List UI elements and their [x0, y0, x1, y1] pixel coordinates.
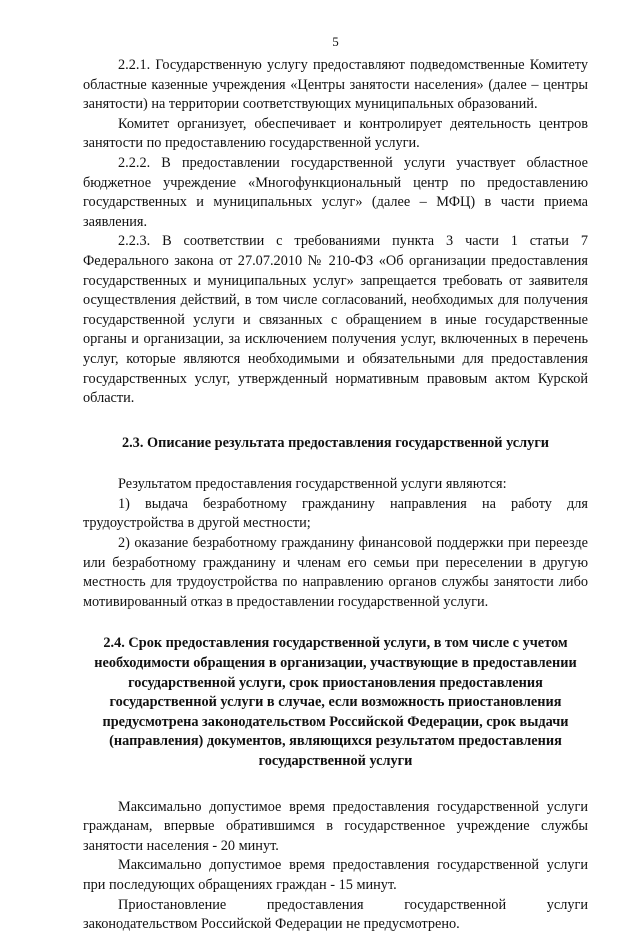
paragraph-committee: Комитет организует, обеспечивает и контролирует деятельность центров занятости по предоставлению государственной услуги.	[83, 115, 588, 152]
paragraph-result-intro: Результатом предоставления государственной услуги являются:	[118, 476, 507, 493]
paragraph-result-1: 1) выдача безработному гражданину направления на работу для трудоустройства в другой местности;	[83, 495, 588, 532]
paragraph-2-2-1: 2.2.1. Государственную услугу предоставляют подведомственные Комитету областные казенные учреждения «Центры занятости населения» (далее – центры занятости) на территории соответствующих муниципальных образований.	[83, 57, 588, 113]
section-heading-2-3: 2.3. Описание результата предоставления государственной услуги	[121, 434, 550, 451]
paragraph-suspension: Приостановление предоставления государственной услуги законодательством Российской Федерации не предусмотрено.	[83, 896, 588, 933]
paragraph-2-2-3: 2.2.3. В соответствии с требованиями пункта 3 части 1 статьи 7 Федерального закона от 27.07.2010 № 210-ФЗ «Об организации предоставления государственных и муниципальных услуг» запрещается требовать от заявителя осуществления действий, в том числе согласований, необходимых для получения государственной услуги и связанных с обращением в иные государственные органы и организации, за исключением получения услуг, включенных в перечень услуг, которые являются необходимыми и обязательными для предоставления государственных услуг, утвержденный нормативным правовым актом Курской области.	[83, 233, 588, 407]
paragraph-time-repeat: Максимально допустимое время предоставления государственной услуги при последующих обращениях граждан - 15 минут.	[83, 857, 588, 893]
paragraph-2-2-2: 2.2.2. В предоставлении государственной услуги участвует областное бюджетное учреждение «Многофункциональный центр по предоставлению государственных и муниципальных услуг» (далее – МФЦ) в части приема заявления.	[83, 154, 588, 230]
page-number: 5	[332, 34, 339, 49]
paragraph-result-2: 2) оказание безработному гражданину финансовой поддержки при переезде или безработному гражданину и членам его семьи при переселении в другую местность для трудоустройства по направлению органов службы занятости либо мотивированный отказ в предоставлении государственной услуги.	[83, 535, 588, 610]
paragraph-time-first: Максимально допустимое время предоставления государственной услуги гражданам, впервые обратившимся в государственное учреждение службы занятости населения - 20 минут.	[83, 798, 588, 854]
section-heading-2-4: 2.4. Срок предоставления государственной услуги, в том числе с учетом необходимости обращения в организации, участвующие в предоставлении государственной услуги, срок приостановления предоставления государственной услуги в случае, если возможность приостановления предусмотрена законодательством Российской Федерации, срок выдачи (направления) документов, являющихся результатом предоставления государственной услуги	[94, 635, 577, 769]
